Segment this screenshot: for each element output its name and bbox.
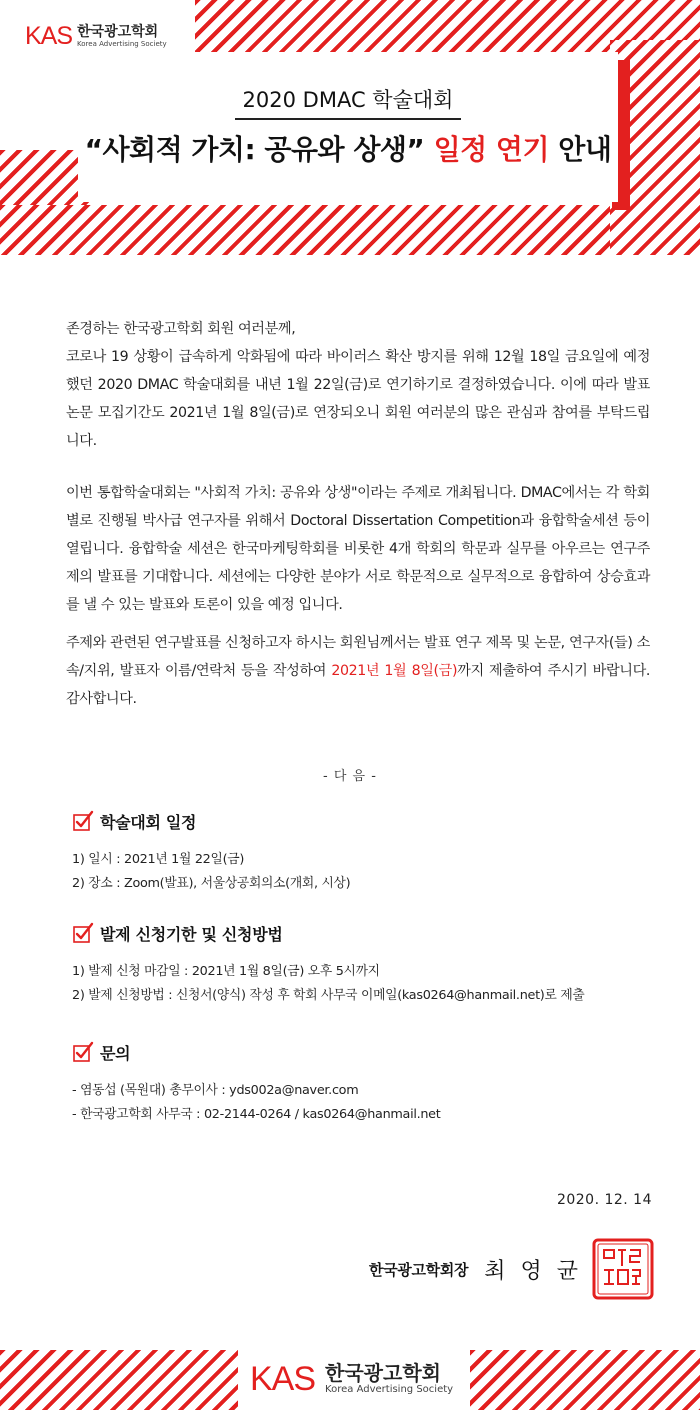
footer-banner xyxy=(0,1350,700,1410)
signer-title: 한국광고학회장 xyxy=(368,1260,469,1279)
section-title: 발제 신청기한 및 신청방법 xyxy=(100,924,283,944)
notice-label: - 다 음 - xyxy=(323,769,377,784)
logo-name-ko: 한국광고학회 xyxy=(325,1361,441,1385)
kas-logo xyxy=(250,1362,453,1396)
title-suffix: 안내 xyxy=(558,133,612,166)
paragraph-postponement: 코로나 19 상황이 급속하게 악화됨에 따라 바이러스 확산 방지를 위해 12월 18일 금요일에 예정했던 2020 DMAC 학술대회를 내년 1월 22일(금)로 연기하기로 결정하였습니다. 이에 따라 발표논문 모집기간도 2021년 1월 8일(금)로 연장되오니 회원 여러분의 많은 관심과 참여를 부탁드립니다. xyxy=(66,349,650,449)
logo-mark: KAS xyxy=(250,1360,316,1398)
official-seal-icon xyxy=(592,1238,654,1300)
list-item: 1) 발제 신청 마감일 : 2021년 1월 8일(금) 오후 5시까지 xyxy=(72,964,380,979)
section-application xyxy=(72,920,652,1008)
deadline-highlight: 2021년 1월 8일(금) xyxy=(331,663,458,679)
event-subtitle: 2020 DMAC 학술대회 xyxy=(78,84,618,120)
logo-name-en: Korea Advertising Society xyxy=(325,1384,454,1395)
decorative-stripes xyxy=(470,1350,700,1410)
greeting: 존경하는 한국광고학회 회원 여러분께, xyxy=(66,321,296,337)
signature-block xyxy=(369,1238,654,1300)
logo-name-ko: 한국광고학회 xyxy=(77,23,159,40)
page-title xyxy=(78,128,618,168)
list-item: - 염동섭 (목원대) 총무이사 : yds002a@naver.com xyxy=(72,1083,359,1098)
title-highlight: 일정 연기 xyxy=(433,133,550,166)
list-item: - 한국광고학회 사무국 : 02-2144-0264 / kas0264@hanmail.net xyxy=(72,1107,441,1122)
section-title: 문의 xyxy=(100,1043,131,1063)
list-item: 1) 일시 : 2021년 1월 22일(금) xyxy=(72,852,245,867)
section-title: 학술대회 일정 xyxy=(100,812,197,832)
checkbox-checked-icon xyxy=(72,1041,94,1063)
logo-mark: KAS xyxy=(25,22,73,50)
title-theme: “사회적 가치: 공유와 상생” xyxy=(84,133,425,166)
list-item: 2) 장소 : Zoom(발표), 서울상공회의소(개회, 시상) xyxy=(72,876,351,891)
decorative-stripes xyxy=(0,205,700,255)
checkbox-checked-icon xyxy=(72,810,94,832)
paragraph-submission: 주제와 관련된 연구발표를 신청하고자 하시는 회원님께서는 발표 연구 제목 및 논문, 연구자(들) 소속/지위, 발표자 이름/연락처 등을 작성하여 2021년 1월 8일(금)까지 제출하여 주시기 바랍니다. 감사합니다. xyxy=(66,635,650,707)
letter-date: 2020. 12. 14 xyxy=(556,1192,652,1208)
kas-logo xyxy=(25,24,167,49)
title-box xyxy=(78,52,618,202)
header-banner xyxy=(0,0,700,255)
signer-name: 최 영 균 xyxy=(484,1258,582,1284)
logo-name-en: Korea Advertising Society xyxy=(77,39,167,48)
paragraph-theme: 이번 통합학술대회는 "사회적 가치: 공유와 상생"이라는 주제로 개최됩니다. DMAC에서는 각 학회 별로 진행될 박사급 연구자를 위해서 Doctoral Dissertation Competition과 융합학술세션 등이 열립니다. 융합학술 세션은 한국마케팅학회를 비롯한 4개 학회의 학문과 실무를 아우르는 연구주제의 발표를 기대합니다. 세션에는 다양한 분야가 서로 학문적으로 실무적으로 융합하여 상승효과를 낼 수 있는 발표와 토론이 있을 예정 입니다. xyxy=(66,485,650,613)
decorative-stripes xyxy=(0,1350,238,1410)
section-schedule xyxy=(72,808,652,896)
section-contact xyxy=(72,1039,652,1127)
list-item: 2) 발제 신청방법 : 신청서(양식) 작성 후 학회 사무국 이메일(kas0264@hanmail.net)로 제출 xyxy=(72,988,585,1003)
checkbox-checked-icon xyxy=(72,922,94,944)
